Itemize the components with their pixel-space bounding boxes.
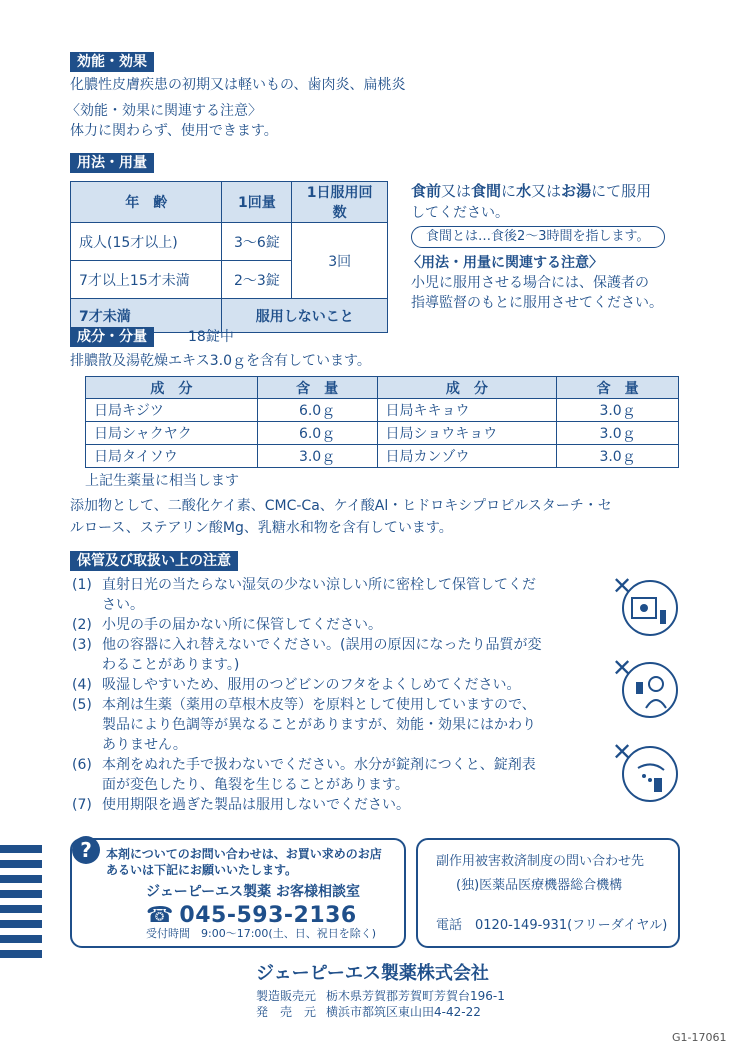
list-item: (5) 本剤は生薬（薬用の草根木皮等）を原料として使用していますので、 製品により色調等が異なることがありますが、効能・効果にはかわり ありません。 [72, 697, 536, 753]
efficacy-header: 効能・効果 [70, 52, 154, 72]
ingredients-intro: 排膿散及湯乾燥エキス3.0ｇを含有しています。 [70, 353, 371, 369]
ingredient-name: 日局キジツ [86, 399, 258, 422]
no-sunlight-icon: ✕ [612, 574, 682, 640]
dosage-under7-text: 服用しないこと [222, 299, 388, 333]
list-item: (1) 直射日光の当たらない湿気の少ない涼しい所に密栓して保管してくだ さい。 [72, 577, 536, 613]
table-row [86, 422, 679, 445]
dosage-age-adult: 成人(15才以上) [71, 223, 222, 261]
contact-desk: ジェーピーエス製薬 お客様相談室 [146, 884, 361, 900]
ingredients-additives-2: ルロース、ステアリン酸Mg、乳糖水和物を含有しています。 [70, 520, 453, 536]
dosage-table [70, 181, 388, 333]
list-item: (4) 吸湿しやすいため、服用のつどビンのフタをよくしめてください。 [72, 677, 521, 693]
ingredient-amount: 6.0ｇ [257, 399, 377, 422]
dosage-dose-adult: 3～6錠 [222, 223, 292, 261]
dosage-pill-note: 食間とは…食後2～3時間を指します。 [411, 226, 665, 248]
efficacy-text: 化膿性皮膚疾患の初期又は軽いもの、歯肉炎、扁桃炎 [70, 77, 406, 93]
ing-col-name-2: 成 分 [377, 377, 557, 399]
ingredients-table [85, 376, 679, 468]
dosage-timing-line2: してください。 [411, 205, 509, 221]
ingredient-name: 日局キキョウ [377, 399, 557, 422]
list-item: (7) 使用期限を過ぎた製品は服用しないでください。 [72, 797, 410, 813]
ingredients-per: 18錠中 [188, 329, 234, 345]
ingredient-amount: 6.0ｇ [257, 422, 377, 445]
edge-stripes [0, 845, 42, 965]
phone-icon: ☎ [146, 903, 174, 928]
contact-line1: 本剤についてのお問い合わせは、お買い求めのお店 [106, 847, 382, 861]
ing-col-name-1: 成 分 [86, 377, 258, 399]
contact-phone: 045-593-2136 [179, 903, 357, 928]
question-icon: ? [72, 836, 100, 864]
list-item: (6) 本剤をぬれた手で扱わないでください。水分が錠剤につくと、錠剤表 面が変色したり、亀裂を生じることがあります。 [72, 757, 536, 793]
dosage-timing: 食前又は食間に水又はお湯にて服用 [411, 182, 652, 200]
contact-line2: あるいは下記にお願いいたします。 [106, 863, 298, 877]
ingredients-additives-1: 添加物として、二酸化ケイ素、CMC-Ca、ケイ酸Al・ヒドロキシプロピルスターチ・セ [70, 498, 612, 514]
dosage-col-times: 1日服用回数 [292, 182, 388, 223]
ingredient-amount: 3.0ｇ [557, 399, 679, 422]
list-item: (3) 他の容器に入れ替えないでください。(誤用の原因になったり品質が変 わることがあります。) [72, 637, 542, 673]
list-item: (2) 小児の手の届かない所に保管してください。 [72, 617, 382, 633]
ing-col-amount-2: 含 量 [557, 377, 679, 399]
relief-phone: 電話 0120-149-931(フリーダイヤル) [436, 918, 668, 933]
ingredients-header: 成分・分量 [70, 327, 154, 347]
ingredients-equivalent: 上記生薬量に相当します [85, 473, 239, 489]
ingredient-amount: 3.0ｇ [257, 445, 377, 468]
dosage-age-child: 7才以上15才未満 [71, 261, 222, 299]
ingredient-name: 日局ショウキョウ [377, 422, 557, 445]
relief-org: (独)医薬品医療機器総合機構 [456, 878, 623, 893]
ingredient-name: 日局カンゾウ [377, 445, 557, 468]
company-sales-label: 発 売 元 [256, 1005, 317, 1019]
dosage-note-title: 〈用法・用量に関連する注意〉 [407, 255, 603, 271]
dosage-col-dose: 1回量 [222, 182, 292, 223]
storage-list [72, 575, 592, 815]
storage-header: 保管及び取扱い上の注意 [70, 551, 238, 571]
company-mfg-addr: 栃木県芳賀郡芳賀町芳賀台196-1 [326, 989, 505, 1003]
ingredient-name: 日局タイソウ [86, 445, 258, 468]
ingredient-name: 日局シャクヤク [86, 422, 258, 445]
no-children-icon: ✕ [612, 656, 682, 722]
ing-col-amount-1: 含 量 [257, 377, 377, 399]
dosage-times: 3回 [292, 223, 388, 299]
dosage-col-age: 年 齢 [71, 182, 222, 223]
ingredient-amount: 3.0ｇ [557, 445, 679, 468]
table-row [71, 223, 388, 261]
contact-hours: 受付時間 9:00～17:00(土、日、祝日を除く) [146, 927, 376, 940]
no-wet-hands-icon: ✕ [612, 740, 682, 806]
ingredient-amount: 3.0ｇ [557, 422, 679, 445]
efficacy-note-text: 体力に関わらず、使用できます。 [70, 123, 278, 139]
company-name: ジェーピーエス製薬株式会社 [256, 963, 489, 984]
product-code: G1-17061 [672, 1031, 727, 1044]
table-row [86, 399, 679, 422]
dosage-note-line2: 指導監督のもとに服用させてください。 [411, 295, 663, 311]
dosage-age-under7: 7才未満 [71, 299, 222, 333]
table-row [86, 445, 679, 468]
dosage-header: 用法・用量 [70, 153, 154, 173]
relief-title: 副作用被害救済制度の問い合わせ先 [436, 854, 645, 869]
company-sales-addr: 横浜市都筑区東山田4-42-22 [326, 1005, 481, 1019]
dosage-note-line1: 小児に服用させる場合には、保護者の [411, 275, 649, 291]
efficacy-note-title: 〈効能・効果に関連する注意〉 [66, 103, 262, 119]
dosage-dose-child: 2～3錠 [222, 261, 292, 299]
contact-phone-row [146, 903, 357, 928]
company-mfg-label: 製造販売元 [256, 989, 317, 1003]
